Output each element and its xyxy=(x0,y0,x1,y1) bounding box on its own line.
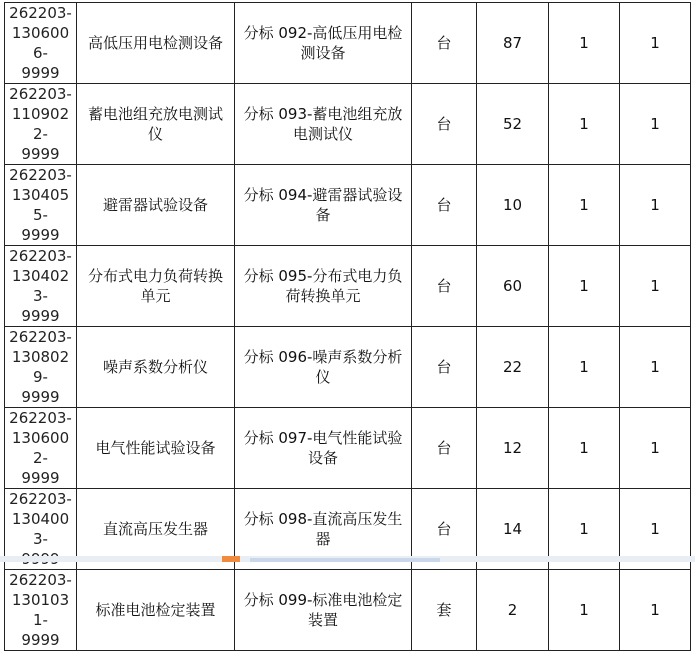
count-cell-a: 1 xyxy=(549,327,620,408)
count-cell-a: 1 xyxy=(549,570,620,651)
quantity-cell: 12 xyxy=(477,408,549,489)
unit-cell: 台 xyxy=(412,165,477,246)
material-name-cell: 避雷器试验设备 xyxy=(77,165,235,246)
lot-name-cell: 分标 096-噪声系数分析仪 xyxy=(235,327,412,408)
material-code-cell: 262203- 1306006- 9999 xyxy=(5,3,77,84)
lot-name-cell: 分标 092-高低压用电检测设备 xyxy=(235,3,412,84)
count-cell-b: 1 xyxy=(620,489,691,570)
table-row xyxy=(5,3,691,84)
material-name-cell: 噪声系数分析仪 xyxy=(77,327,235,408)
material-name-cell: 分布式电力负荷转换单元 xyxy=(77,246,235,327)
count-cell-b: 1 xyxy=(620,408,691,489)
quantity-cell: 22 xyxy=(477,327,549,408)
bottom-edge-strip xyxy=(0,556,695,562)
count-cell-a: 1 xyxy=(549,3,620,84)
material-code-cell: 262203- 1304055- 9999 xyxy=(5,165,77,246)
material-code-cell: 262203- 1308029- 9999 xyxy=(5,327,77,408)
quantity-cell: 2 xyxy=(477,570,549,651)
material-name-cell: 电气性能试验设备 xyxy=(77,408,235,489)
table-row xyxy=(5,570,691,651)
count-cell-a: 1 xyxy=(549,489,620,570)
quantity-cell: 14 xyxy=(477,489,549,570)
quantity-cell: 60 xyxy=(477,246,549,327)
count-cell-a: 1 xyxy=(549,246,620,327)
orange-accent-mark xyxy=(222,556,240,562)
material-name-cell: 蓄电池组充放电测试仪 xyxy=(77,84,235,165)
table-row xyxy=(5,165,691,246)
material-name-cell: 标准电池检定装置 xyxy=(77,570,235,651)
table-row xyxy=(5,408,691,489)
count-cell-b: 1 xyxy=(620,327,691,408)
unit-cell: 台 xyxy=(412,3,477,84)
material-name-cell: 直流高压发生器 xyxy=(77,489,235,570)
lot-name-cell: 分标 093-蓄电池组充放电测试仪 xyxy=(235,84,412,165)
unit-cell: 台 xyxy=(412,489,477,570)
material-code-cell: 262203- 1304003- xyxy=(5,489,77,570)
material-code-cell: 262203- 1306002- 9999 xyxy=(5,408,77,489)
lot-name-cell: 分标 095-分布式电力负荷转换单元 xyxy=(235,246,412,327)
material-name-cell: 高低压用电检测设备 xyxy=(77,3,235,84)
quantity-cell: 52 xyxy=(477,84,549,165)
count-cell-a: 1 xyxy=(549,165,620,246)
lot-name-cell: 分标 094-避雷器试验设备 xyxy=(235,165,412,246)
count-cell-b: 1 xyxy=(620,246,691,327)
lot-name-cell: 分标 099-标准电池检定装置 xyxy=(235,570,412,651)
lot-name-cell: 分标 097-电气性能试验设备 xyxy=(235,408,412,489)
table-row xyxy=(5,327,691,408)
count-cell-a: 1 xyxy=(549,84,620,165)
material-code-cell: 262203- 1304023- 9999 xyxy=(5,246,77,327)
blue-accent-mark xyxy=(250,558,440,562)
count-cell-b: 1 xyxy=(620,165,691,246)
material-code-cell: 262203- 1301031- 9999 xyxy=(5,570,77,651)
unit-cell: 套 xyxy=(412,570,477,651)
unit-cell: 台 xyxy=(412,408,477,489)
lot-name-cell: 分标 098-直流高压发生器 xyxy=(235,489,412,570)
unit-cell: 台 xyxy=(412,84,477,165)
count-cell-b: 1 xyxy=(620,84,691,165)
count-cell-b: 1 xyxy=(620,570,691,651)
unit-cell: 台 xyxy=(412,246,477,327)
count-cell-b: 1 xyxy=(620,3,691,84)
count-cell-a: 1 xyxy=(549,408,620,489)
table-row xyxy=(5,84,691,165)
quantity-cell: 10 xyxy=(477,165,549,246)
procurement-table xyxy=(4,2,691,651)
table-row xyxy=(5,246,691,327)
unit-cell: 台 xyxy=(412,327,477,408)
material-code-cell: 262203- 1109022- 9999 xyxy=(5,84,77,165)
quantity-cell: 87 xyxy=(477,3,549,84)
